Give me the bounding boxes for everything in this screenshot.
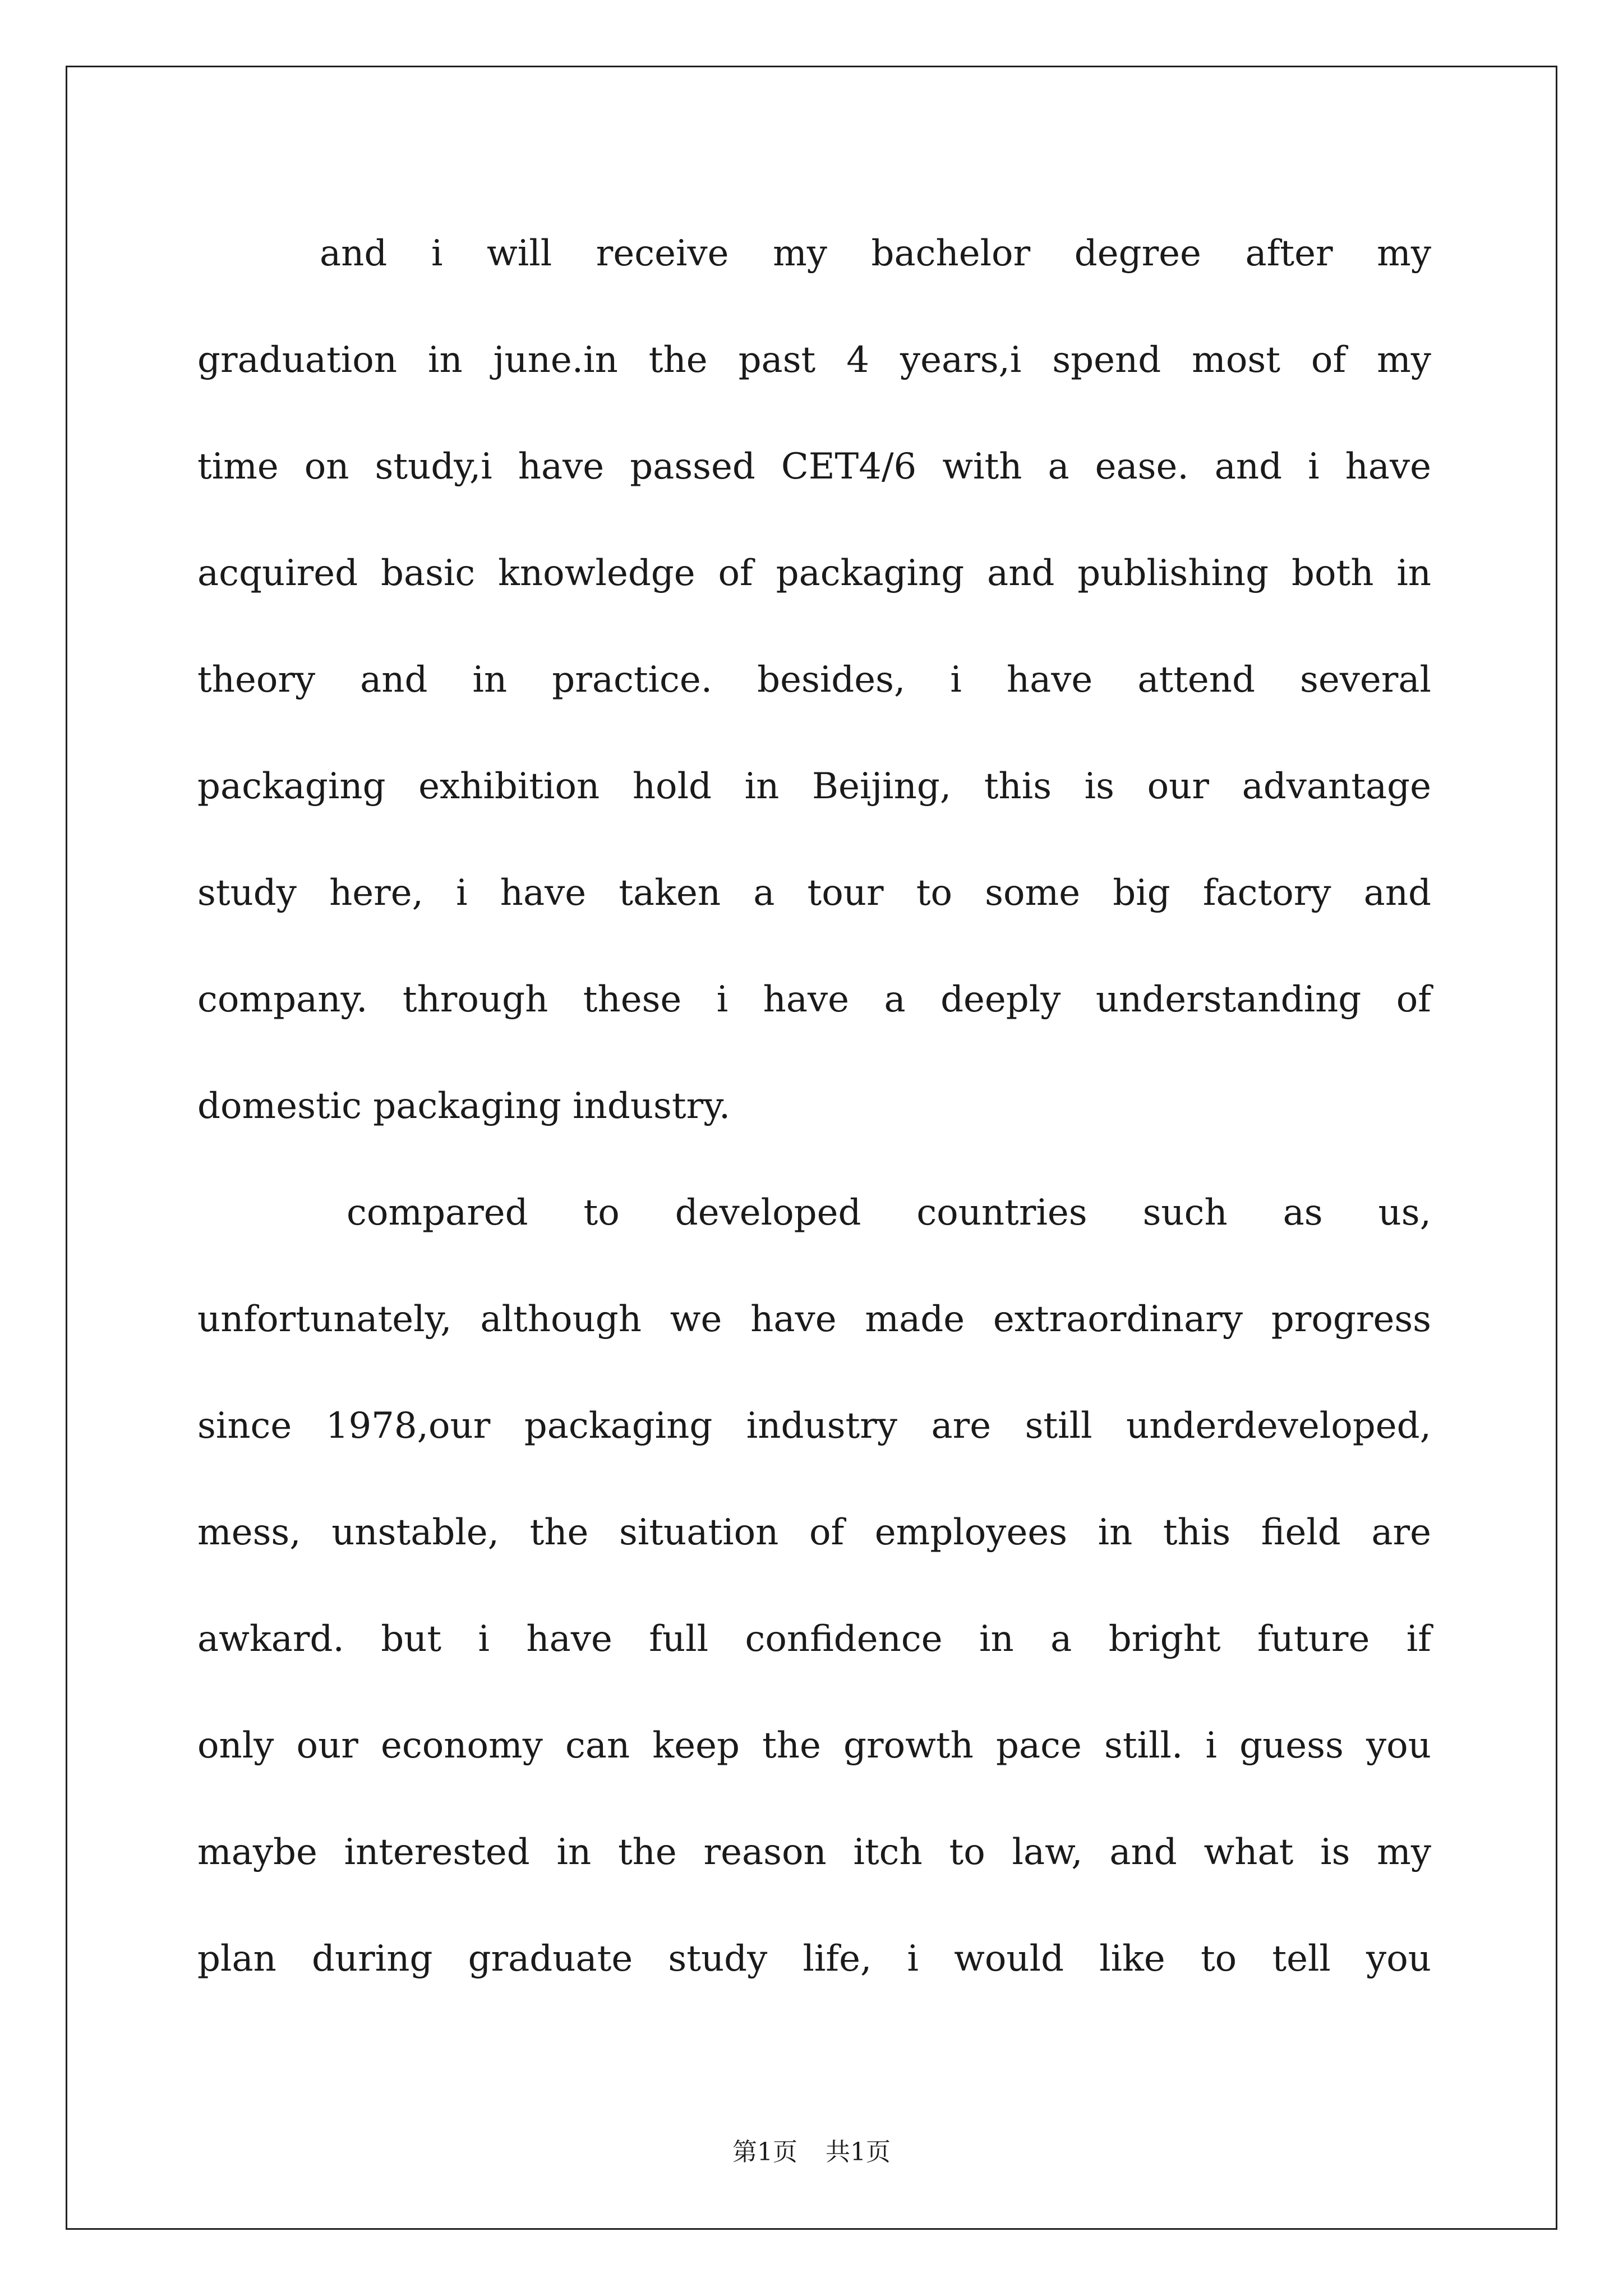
paragraph-1-line-1 bbox=[197, 224, 1431, 331]
word: although bbox=[480, 1299, 642, 1340]
word: study bbox=[197, 872, 297, 914]
word: tour bbox=[807, 872, 884, 914]
word: our bbox=[296, 1725, 358, 1766]
word: i bbox=[456, 872, 468, 914]
paragraph-1-line-7 bbox=[197, 864, 1431, 970]
word: to bbox=[1200, 1938, 1237, 1980]
word: besides, bbox=[757, 659, 906, 701]
word: and bbox=[360, 659, 428, 701]
word: here, bbox=[329, 872, 423, 914]
document-body bbox=[197, 224, 1431, 2036]
word: hold bbox=[632, 766, 712, 807]
word: packaging bbox=[197, 766, 386, 807]
word: reason bbox=[703, 1832, 827, 1873]
word: is bbox=[1320, 1832, 1350, 1873]
word: a bbox=[1050, 1618, 1072, 1660]
word: my bbox=[1377, 339, 1431, 381]
word: ease. bbox=[1095, 446, 1189, 487]
word: in bbox=[1396, 553, 1431, 594]
word: still bbox=[1025, 1405, 1092, 1447]
word: future bbox=[1257, 1618, 1370, 1660]
word: plan bbox=[197, 1938, 276, 1980]
word: would bbox=[954, 1938, 1064, 1980]
word: the bbox=[648, 339, 708, 381]
word: our bbox=[1147, 766, 1209, 807]
word: but bbox=[381, 1618, 442, 1660]
word: attend bbox=[1137, 659, 1255, 701]
word: 4 bbox=[846, 339, 869, 381]
word: graduate bbox=[468, 1938, 633, 1980]
word: countries bbox=[916, 1192, 1087, 1234]
word: in bbox=[427, 339, 463, 381]
word: to bbox=[949, 1832, 985, 1873]
word: and bbox=[1109, 1832, 1177, 1873]
word: the bbox=[762, 1725, 821, 1766]
word: field bbox=[1261, 1512, 1341, 1553]
word: as bbox=[1283, 1192, 1323, 1234]
word: mess, bbox=[197, 1512, 301, 1553]
word: basic bbox=[380, 553, 476, 594]
word: study bbox=[668, 1938, 768, 1980]
word: developed bbox=[675, 1192, 861, 1234]
word: life, bbox=[803, 1938, 872, 1980]
word: this bbox=[984, 766, 1052, 807]
word: i bbox=[1308, 446, 1320, 487]
paragraph-1-line-2 bbox=[197, 331, 1431, 438]
paragraph-1-line-5 bbox=[197, 651, 1431, 757]
word: full bbox=[649, 1618, 709, 1660]
word: these bbox=[583, 979, 682, 1020]
word: in bbox=[556, 1832, 592, 1873]
word: after bbox=[1245, 233, 1333, 274]
word: some bbox=[985, 872, 1081, 914]
word: and bbox=[1214, 446, 1283, 487]
word: are bbox=[931, 1405, 992, 1447]
word: time bbox=[197, 446, 279, 487]
word: spend bbox=[1052, 339, 1161, 381]
word: study,i bbox=[375, 446, 492, 487]
word: i bbox=[716, 979, 728, 1020]
word: acquired bbox=[197, 553, 358, 594]
word: extraordinary bbox=[993, 1299, 1243, 1340]
word: unstable, bbox=[331, 1512, 499, 1553]
word: in bbox=[1098, 1512, 1133, 1553]
word: receive bbox=[596, 233, 729, 274]
paragraph-2-line-7 bbox=[197, 1823, 1431, 1930]
word: CET4/6 bbox=[781, 446, 917, 487]
word: graduation bbox=[197, 339, 397, 381]
paragraph-2-line-1 bbox=[197, 1184, 1431, 1290]
word: this bbox=[1163, 1512, 1231, 1553]
word: with bbox=[942, 446, 1022, 487]
word: and bbox=[1363, 872, 1431, 914]
word: in bbox=[744, 766, 780, 807]
word: june.in bbox=[493, 339, 618, 381]
word: have bbox=[518, 446, 605, 487]
word: will bbox=[487, 233, 552, 274]
word: can bbox=[565, 1725, 630, 1766]
word: Beijing, bbox=[811, 766, 952, 807]
word: factory bbox=[1202, 872, 1331, 914]
word: 1978,our bbox=[325, 1405, 491, 1447]
word: a bbox=[753, 872, 775, 914]
word: unfortunately, bbox=[197, 1299, 452, 1340]
word: the bbox=[617, 1832, 677, 1873]
word: since bbox=[197, 1405, 292, 1447]
word: through bbox=[402, 979, 548, 1020]
word: progress bbox=[1271, 1299, 1431, 1340]
paragraph-2-line-2 bbox=[197, 1290, 1431, 1397]
paragraph-2-line-3 bbox=[197, 1397, 1431, 1503]
word: company. bbox=[197, 979, 368, 1020]
word: itch bbox=[853, 1832, 923, 1873]
paragraph-2-line-4 bbox=[197, 1503, 1431, 1610]
word: have bbox=[763, 979, 850, 1020]
word: a bbox=[1048, 446, 1069, 487]
word: publishing bbox=[1077, 553, 1269, 594]
word: industry bbox=[746, 1405, 897, 1447]
word: advantage bbox=[1242, 766, 1431, 807]
word: several bbox=[1300, 659, 1431, 701]
word: you bbox=[1366, 1938, 1431, 1980]
word: law, bbox=[1012, 1832, 1083, 1873]
word: of bbox=[718, 553, 753, 594]
word: of bbox=[809, 1512, 845, 1553]
word: exhibition bbox=[418, 766, 600, 807]
word: understanding bbox=[1095, 979, 1362, 1020]
word: i bbox=[907, 1938, 919, 1980]
paragraph-2-line-5 bbox=[197, 1610, 1431, 1717]
word: on bbox=[304, 446, 349, 487]
word: to bbox=[916, 872, 952, 914]
word: during bbox=[311, 1938, 433, 1980]
word: us, bbox=[1378, 1192, 1431, 1234]
word: economy bbox=[381, 1725, 543, 1766]
word: the bbox=[529, 1512, 589, 1553]
word: bright bbox=[1108, 1618, 1221, 1660]
word: pace bbox=[996, 1725, 1082, 1766]
word: both bbox=[1291, 553, 1374, 594]
word: awkard. bbox=[197, 1618, 344, 1660]
word: have bbox=[1345, 446, 1431, 487]
word: most bbox=[1192, 339, 1280, 381]
word: big bbox=[1113, 872, 1170, 914]
word: and bbox=[987, 553, 1055, 594]
word: keep bbox=[652, 1725, 740, 1766]
paragraph-1-line-8 bbox=[197, 970, 1431, 1077]
word: a bbox=[884, 979, 906, 1020]
word: in bbox=[979, 1618, 1014, 1660]
word: degree bbox=[1074, 233, 1201, 274]
word: only bbox=[197, 1725, 274, 1766]
word: past bbox=[738, 339, 816, 381]
word: employees bbox=[874, 1512, 1068, 1553]
word: practice. bbox=[552, 659, 713, 701]
word: such bbox=[1142, 1192, 1228, 1234]
word: like bbox=[1099, 1938, 1165, 1980]
word: tell bbox=[1272, 1938, 1331, 1980]
word: bachelor bbox=[871, 233, 1031, 274]
paragraph-2-line-6 bbox=[197, 1717, 1431, 1823]
word: guess bbox=[1239, 1725, 1344, 1766]
word: my bbox=[1377, 233, 1431, 274]
word: and bbox=[320, 233, 388, 274]
word: interested bbox=[344, 1832, 530, 1873]
paragraph-1-line-9: domestic packaging industry. bbox=[197, 1085, 731, 1127]
word: made bbox=[865, 1299, 965, 1340]
paragraph-1-line-4 bbox=[197, 544, 1431, 651]
word: if bbox=[1406, 1618, 1431, 1660]
word: we bbox=[670, 1299, 722, 1340]
paragraph-1-line-6 bbox=[197, 757, 1431, 864]
word: packaging bbox=[776, 553, 965, 594]
paragraph-2-line-8 bbox=[197, 1930, 1431, 2036]
word: of bbox=[1311, 339, 1347, 381]
word: have bbox=[500, 872, 587, 914]
word: have bbox=[526, 1618, 612, 1660]
word: of bbox=[1396, 979, 1431, 1020]
word: i bbox=[431, 233, 443, 274]
word: still. bbox=[1104, 1725, 1183, 1766]
paragraph-1-line-3 bbox=[197, 438, 1431, 544]
word: packaging bbox=[524, 1405, 713, 1447]
word: is bbox=[1084, 766, 1114, 807]
word: are bbox=[1371, 1512, 1431, 1553]
word: situation bbox=[619, 1512, 779, 1553]
word: i bbox=[478, 1618, 490, 1660]
page-number-current: 第1页 bbox=[732, 2138, 797, 2166]
word: compared bbox=[347, 1192, 528, 1234]
word: what bbox=[1204, 1832, 1294, 1873]
word: deeply bbox=[940, 979, 1061, 1020]
word: my bbox=[773, 233, 827, 274]
word: you bbox=[1366, 1725, 1431, 1766]
word: maybe bbox=[197, 1832, 317, 1873]
word: have bbox=[750, 1299, 837, 1340]
word: underdeveloped, bbox=[1126, 1405, 1431, 1447]
word: years,i bbox=[900, 339, 1022, 381]
word: theory bbox=[197, 659, 316, 701]
word: i bbox=[1205, 1725, 1217, 1766]
page-footer bbox=[0, 2132, 1623, 2168]
word: taken bbox=[619, 872, 721, 914]
word: passed bbox=[630, 446, 755, 487]
word: knowledge bbox=[498, 553, 695, 594]
word: growth bbox=[843, 1725, 974, 1766]
word: my bbox=[1377, 1832, 1431, 1873]
word: in bbox=[472, 659, 508, 701]
word: confidence bbox=[745, 1618, 943, 1660]
word: i bbox=[950, 659, 962, 701]
page-number-total: 共1页 bbox=[826, 2138, 891, 2166]
word: to bbox=[583, 1192, 620, 1234]
word: have bbox=[1006, 659, 1093, 701]
